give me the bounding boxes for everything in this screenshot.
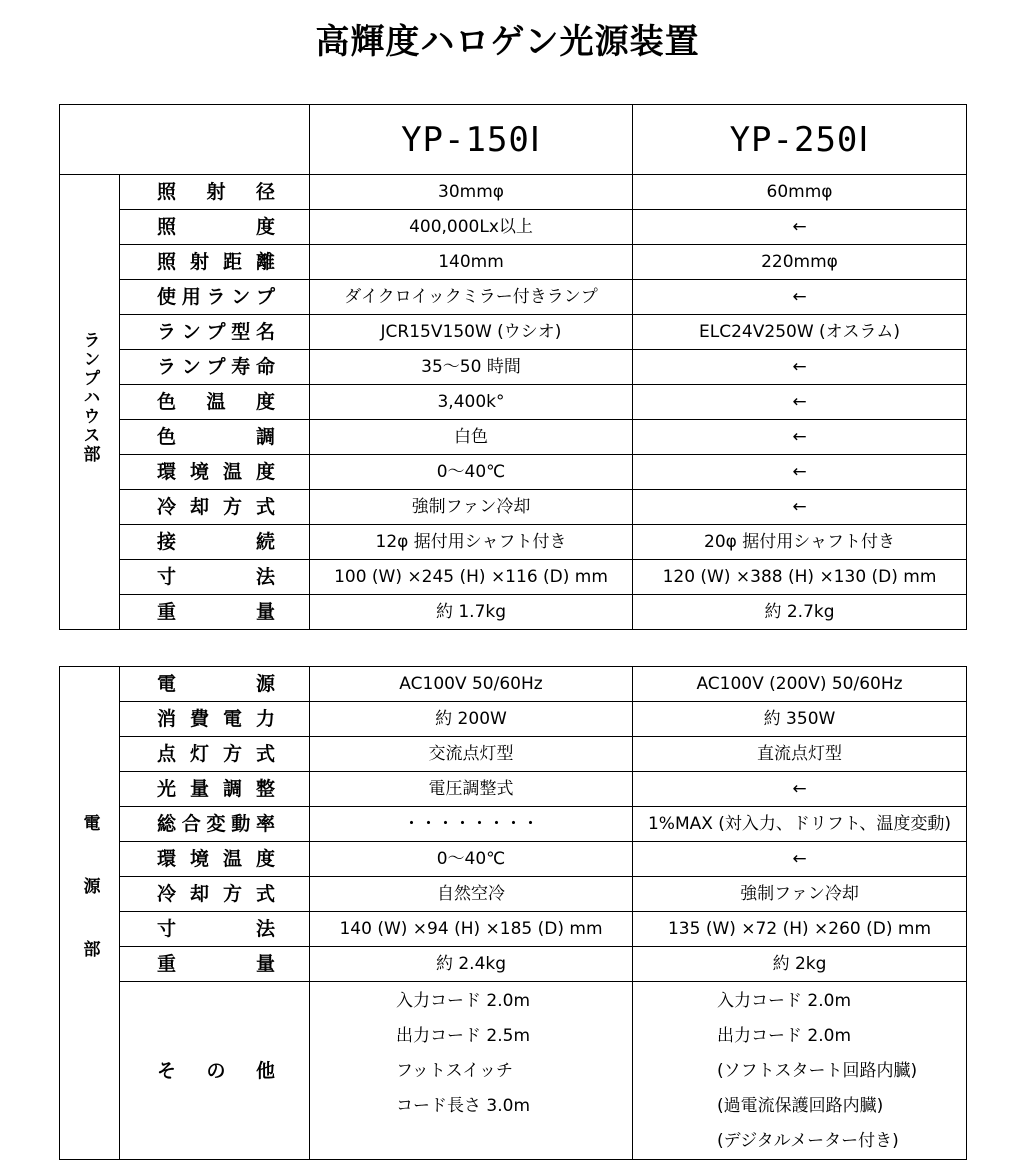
spec-value-b: 60mmφ: [633, 175, 967, 210]
spec-label-cell: [120, 595, 310, 630]
spec-value-b: ←: [633, 280, 967, 315]
spec-value-a: 3,400k°: [310, 385, 633, 420]
spec-value-a: 12φ 据付用シャフト付き: [310, 525, 633, 560]
spec-value-a: 約 200W: [310, 702, 633, 737]
spec-value-b: 強制ファン冷却: [633, 877, 967, 912]
other-values-b: [633, 982, 967, 1160]
spec-label: 環境温度: [157, 848, 275, 870]
spec-label-cell: [120, 912, 310, 947]
section-label-cell: [60, 667, 120, 1160]
spec-value-a: 140 (W) ×94 (H) ×185 (D) mm: [310, 912, 633, 947]
spec-label: 点灯方式: [157, 743, 275, 765]
spec-label: 照射距離: [157, 251, 275, 273]
spec-label: 光量調整: [157, 778, 275, 800]
spec-row: [60, 455, 967, 490]
spec-value-a: 35～50 時間: [310, 350, 633, 385]
spec-label: 接続: [157, 531, 275, 553]
spec-label-cell: [120, 490, 310, 525]
spec-value-a: 白色: [310, 420, 633, 455]
other-line: 入力コード 2.0m: [396, 991, 530, 1011]
header-blank-cell: [60, 105, 310, 175]
spec-row: [60, 772, 967, 807]
spec-label: 照射径: [157, 181, 275, 203]
spec-value-b: ←: [633, 772, 967, 807]
other-label-cell: [120, 982, 310, 1160]
spec-label-cell: [120, 210, 310, 245]
other-label: その他: [157, 1060, 275, 1082]
other-line: 入力コード 2.0m: [717, 991, 851, 1011]
section-label-cell: [60, 175, 120, 630]
spec-value-a: 0～40℃: [310, 455, 633, 490]
spec-label: 冷却方式: [157, 496, 275, 518]
spec-label: 消費電力: [157, 708, 275, 730]
spec-row: [60, 807, 967, 842]
spec-row: [60, 525, 967, 560]
other-line: (ソフトスタート回路内臓): [717, 1061, 918, 1081]
model-header-row: [60, 105, 967, 175]
spec-value-a: 140mm: [310, 245, 633, 280]
spec-row: [60, 245, 967, 280]
spec-row: [60, 947, 967, 982]
spec-label-cell: [120, 420, 310, 455]
spec-row: [60, 420, 967, 455]
spec-value-a: 自然空冷: [310, 877, 633, 912]
spec-label: 色調: [157, 426, 275, 448]
spec-label-cell: [120, 947, 310, 982]
spec-label-cell: [120, 175, 310, 210]
spec-value-b: 約 2.7kg: [633, 595, 967, 630]
spec-row: [60, 912, 967, 947]
spec-value-b: ELC24V250W (オスラム): [633, 315, 967, 350]
spec-row: [60, 385, 967, 420]
other-line: 出力コード 2.5m: [396, 1026, 530, 1046]
spec-value-b: 約 350W: [633, 702, 967, 737]
spec-label: 環境温度: [157, 461, 275, 483]
model-name-a: YP-150Ⅰ: [310, 105, 633, 175]
spec-label-cell: [120, 807, 310, 842]
model-name-b: YP-250Ⅰ: [633, 105, 967, 175]
spec-value-b: ←: [633, 455, 967, 490]
spec-value-a: 0～40℃: [310, 842, 633, 877]
spec-label-cell: [120, 350, 310, 385]
other-line: コード長さ 3.0m: [396, 1096, 530, 1116]
spec-label-cell: [120, 737, 310, 772]
spec-row: [60, 595, 967, 630]
spec-label-cell: [120, 772, 310, 807]
spec-row: [60, 280, 967, 315]
spec-row: [60, 842, 967, 877]
spec-row: [60, 175, 967, 210]
spec-label-cell: [120, 702, 310, 737]
spec-value-a: 30mmφ: [310, 175, 633, 210]
spec-value-b: 120 (W) ×388 (H) ×130 (D) mm: [633, 560, 967, 595]
spec-row: [60, 702, 967, 737]
other-line: フットスイッチ: [396, 1061, 513, 1081]
spec-row: [60, 737, 967, 772]
spec-label: 寸法: [157, 566, 275, 588]
other-line: 出力コード 2.0m: [717, 1026, 851, 1046]
spec-value-b: 約 2kg: [633, 947, 967, 982]
spec-value-b: 20φ 据付用シャフト付き: [633, 525, 967, 560]
spec-value-a: ・・・・・・・・: [310, 807, 633, 842]
spec-value-a: 強制ファン冷却: [310, 490, 633, 525]
spec-label: 重量: [157, 601, 275, 623]
spec-row: [60, 210, 967, 245]
spec-value-b: AC100V (200V) 50/60Hz: [633, 667, 967, 702]
spec-value-a: 交流点灯型: [310, 737, 633, 772]
spec-label: 冷却方式: [157, 883, 275, 905]
spec-label-cell: [120, 560, 310, 595]
spec-label-cell: [120, 525, 310, 560]
power-unit-spec-table: [59, 666, 967, 1160]
spec-label-cell: [120, 667, 310, 702]
spec-value-b: 1%MAX (対入力、ドリフト、温度変動): [633, 807, 967, 842]
spec-value-b: ←: [633, 842, 967, 877]
spec-label-cell: [120, 280, 310, 315]
spec-value-a: 約 1.7kg: [310, 595, 633, 630]
section-label: ランプハウス部: [79, 330, 100, 464]
spec-value-a: 400,000Lx以上: [310, 210, 633, 245]
spec-row: [60, 667, 967, 702]
spec-label-cell: [120, 877, 310, 912]
spec-label: ランプ寿命: [157, 356, 275, 378]
spec-row: [60, 560, 967, 595]
spec-row: [60, 877, 967, 912]
other-row: [60, 982, 967, 1160]
spec-value-b: 220mmφ: [633, 245, 967, 280]
other-line: (過電流保護回路内臓): [717, 1096, 884, 1116]
spec-label-cell: [120, 245, 310, 280]
other-line: (デジタルメーター付き): [717, 1131, 899, 1151]
spec-value-a: 電圧調整式: [310, 772, 633, 807]
spec-label: 色温度: [157, 391, 275, 413]
spec-label: 寸法: [157, 918, 275, 940]
spec-value-b: ←: [633, 420, 967, 455]
spec-value-a: 100 (W) ×245 (H) ×116 (D) mm: [310, 560, 633, 595]
spec-value-b: ←: [633, 385, 967, 420]
spec-row: [60, 350, 967, 385]
spec-label: 照度: [157, 216, 275, 238]
other-values-a: [310, 982, 633, 1160]
spec-value-a: 約 2.4kg: [310, 947, 633, 982]
spec-row: [60, 315, 967, 350]
spec-label: 電源: [157, 673, 275, 695]
spec-value-b: ←: [633, 210, 967, 245]
spec-row: [60, 490, 967, 525]
spec-label-cell: [120, 315, 310, 350]
spec-value-a: JCR15V150W (ウシオ): [310, 315, 633, 350]
spec-value-b: 直流点灯型: [633, 737, 967, 772]
spec-label-cell: [120, 385, 310, 420]
lamp-house-spec-table: [59, 104, 967, 630]
section-label: 電源部: [79, 813, 100, 1003]
spec-label: 使用ランプ: [157, 286, 275, 308]
spec-value-a: AC100V 50/60Hz: [310, 667, 633, 702]
spec-value-b: ←: [633, 490, 967, 525]
page-title: 高輝度ハロゲン光源装置: [315, 22, 700, 62]
spec-value-b: 135 (W) ×72 (H) ×260 (D) mm: [633, 912, 967, 947]
spec-value-b: ←: [633, 350, 967, 385]
spec-label-cell: [120, 842, 310, 877]
spec-value-a: ダイクロイックミラー付きランプ: [310, 280, 633, 315]
spec-label: 総合変動率: [157, 813, 275, 835]
spec-label: ランプ型名: [157, 321, 275, 343]
spec-label-cell: [120, 455, 310, 490]
spec-label: 重量: [157, 953, 275, 975]
